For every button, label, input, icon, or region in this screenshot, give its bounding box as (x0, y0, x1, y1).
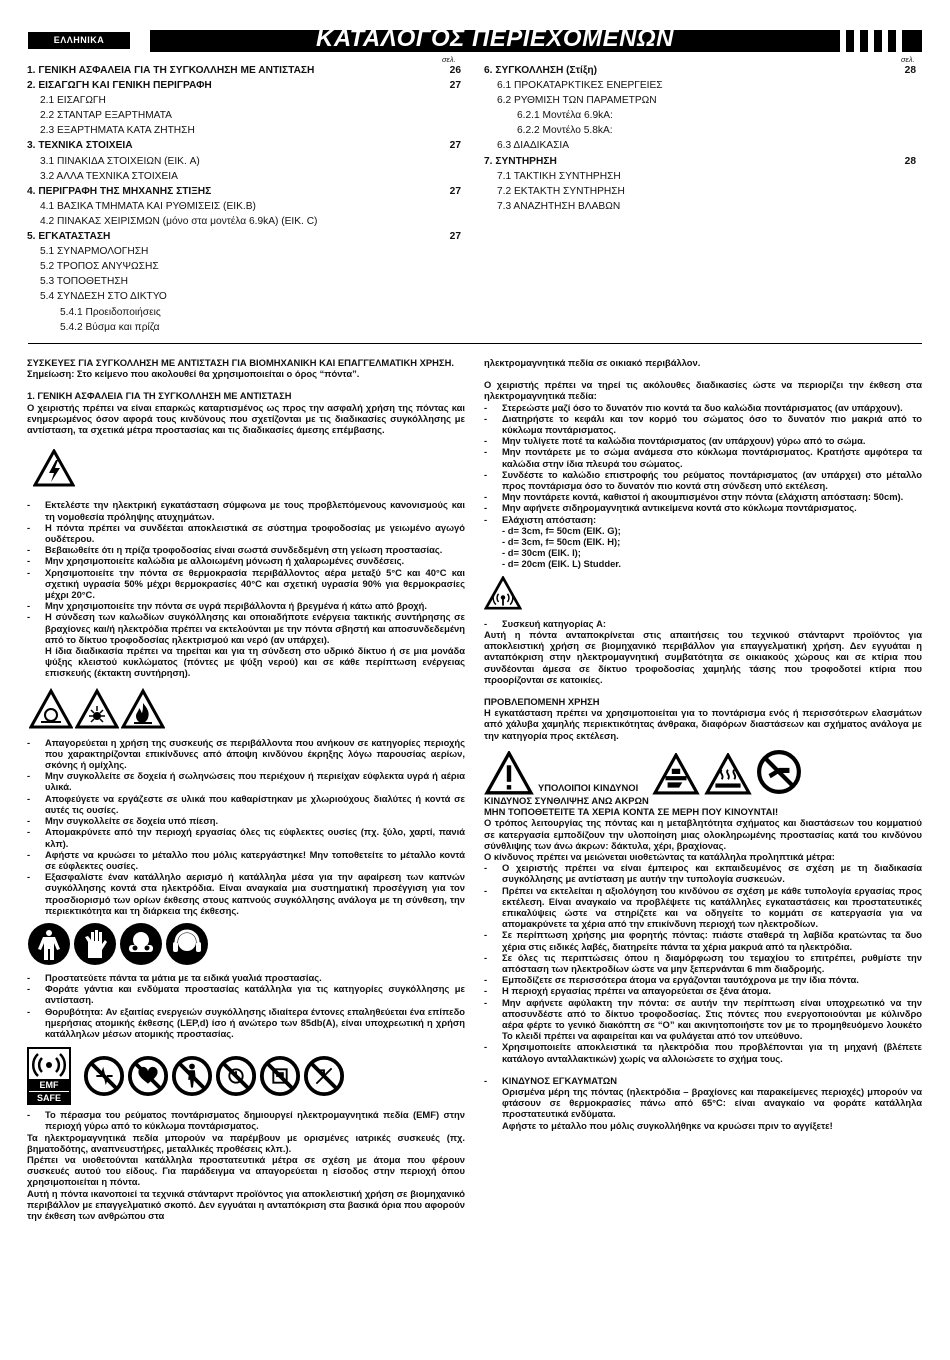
no-implant-icon (127, 1055, 169, 1097)
class-a-text: Αυτή η πόντα ανταποκρίνεται στις απαιτήσεις του τεχνικού στάνταρντ προϊόντος για αποκλειστική χρήση σε βιομηχανικό περιβάλλον για επαγγελματική χρήση. Δεν εγγυάται η ανταπόκριση στην ηλεκτρομαγνητική συμβατότητα σε οικιακούς χώρους και σε κτίρια που συνδέονται άμεσα σε δίκτυο τροφοδοσίας χαμηλής τάσης που τροφοδοτεί κτίρια που προορίζονται σε κατοικίες. (484, 629, 922, 685)
toc-entry-title: 6.3 ΔΙΑΔΙΚΑΣΙΑ (497, 140, 570, 152)
explosive-atmosphere-icon (29, 687, 73, 731)
list-item: - Η πόντα πρέπει να συνδέεται αποκλειστικά σε σύστημα τροφοδοσίας με γειωμένο αγωγό ουδέτερου. (27, 522, 465, 544)
no-metal-objects-icon (303, 1055, 345, 1097)
toc-entry-title: 6.2 ΡΥΘΜΙΣΗ ΤΩΝ ΠΑΡΑΜΕΤΡΩΝ (497, 95, 657, 107)
toc-entry (484, 154, 916, 169)
toc-entry (27, 78, 461, 93)
page-title: ΚΑΤΑΛΟΓΟΣ ΠΕΡΙΕΧΟΜΕΝΩΝ (316, 25, 674, 52)
list-item: - Η σύνδεση των καλωδίων συγκόλλησης και οποιαδήποτε ενέργεια τακτικής συντήρησης σε βραχίονες και/ή ηλεκτρόδια πρέπει να εκτελούνται με την πόντα σβηστή και αποσυνδεδεμένη από το δίκτυο τροφοδοσίας ηλεκτρισμού και νερό (αν υπάρχει). (27, 611, 465, 645)
distance-list (484, 525, 922, 570)
fire-hazard-icons (29, 687, 465, 731)
header-stripes (846, 30, 922, 52)
protective-suit-icon (27, 922, 71, 966)
residual-risks-title: ΥΠΟΛΟΙΠΟΙ ΚΙΝΔΥΝΟΙ (538, 781, 639, 793)
no-electronic-devices-icon (259, 1055, 301, 1097)
list-item: - Μην αφήνετε σιδηρομαγνητικά αντικείμενα κοντά στο κύκλωμα ποντάρισματος. (484, 502, 922, 513)
list-item: - Μην χρησιμοποιείτε καλώδια με αλλοιωμένη μόνωση ή χαλαρωμένες συνδέσεις. (27, 555, 465, 566)
radio-icon (484, 576, 922, 612)
list-item: - Μην ποντάρετε με το σώμα ανάμεσα στο κύκλωμα ποντάρισματος. Κρατήστε αμφότερα τα καλώδια στην ίδια πλευρά του σώματος. (484, 446, 922, 468)
toc-entry-page: 27 (449, 140, 461, 152)
safe-label: SAFE (29, 1091, 69, 1103)
toc-entry (27, 154, 461, 169)
use-title: ΠΡΟΒΛΕΠΟΜΕΝΗ ΧΡΗΣΗ (484, 696, 600, 708)
toc-entry-title: 5.2 ΤΡΟΠΟΣ ΑΝΥΨΩΣΗΣ (40, 261, 159, 273)
toc-entry-title: 3.2 ΑΛΛΑ ΤΕΧΝΙΚΑ ΣΤΟΙΧΕΙΑ (40, 170, 178, 182)
no-watches-icon (215, 1055, 257, 1097)
list-item: - Μην ποντάρετε κοντά, καθιστοί ή ακουμπισμένοι στην πόντα (ελάχιστη απόσταση: 50cm). (484, 491, 922, 502)
list-item: - Απομακρύνετε από την περιοχή εργασίας όλες τις εύφλεκτες ουσίες (πχ. ξύλο, χαρτί, πανιά κλπ). (27, 826, 465, 848)
page-label-left: σελ. (442, 55, 456, 64)
toc-entry-title: 5.4 ΣΥΝΔΕΣΗ ΣΤΟ ΔΙΚΤΥΟ (40, 291, 167, 303)
emf-icons (27, 1047, 465, 1105)
toc-entry (27, 108, 461, 123)
list-item: - Προστατεύετε πάντα τα μάτια με τα ειδικά γυαλιά προστασίας. (27, 972, 465, 983)
intro-title: ΣΥΣΚΕΥΕΣ ΓΙΑ ΣΥΓΚΟΛΛΗΣΗ ΜΕ ΑΝΤΙΣΤΑΣΗ ΓΙΑ ΒΙΟΜΗΧΑΝΙΚΗ ΚΑΙ ΕΠΑΓΓΕΛΜΑΤΙΚΗ ΧΡΗΣΗ. (27, 357, 454, 368)
toc-entry (27, 305, 461, 320)
list-item: - Αφήστε να κρυώσει το μέταλλο που μόλις κατεργάστηκε! Μην τοποθετείτε το μέταλλο κοντά σε εύφλεκτες ουσίες. (27, 849, 465, 871)
toc-entry-title: 6.2.1 Μοντέλα 6.9kA: (517, 110, 613, 122)
emf-intro: Ο χειριστής πρέπει να τηρεί τις ακόλουθες διαδικασίες ώστε να περιορίζει την έκθεση στα ηλεκτρομαγνητικά πεδία: (484, 379, 922, 402)
list-item: - Σε περίπτωση χρήσης μια φορητής πόντας: πιάστε σταθερά τη λαβίδα κρατώντας τα δυο χέρια στις ειδικές λαβές, διατηρείτε πάντα τα χέρια μακρυά από τα ηλεκτρόδια. (484, 929, 922, 951)
electrical-safety-list (27, 499, 465, 645)
toc-entry-title: 5.3 ΤΟΠΟΘΕΤΗΣΗ (40, 276, 129, 288)
toc-entry (484, 78, 916, 93)
toc-entry-title: 1. ΓΕΝΙΚΗ ΑΣΦΑΛΕΙΑ ΓΙΑ ΤΗ ΣΥΓΚΟΛΛΗΣΗ ΜΕ ΑΝΤΙΣΤΑΣΗ (27, 65, 315, 76)
list-item: - Φοράτε γάντια και ενδύματα προστασίας κατάλληλα για τις κατηγορίες συγκόλλησης με αντίσταση. (27, 983, 465, 1005)
list-item: - Μην συγκολλείτε σε δοχεία υπό πίεση. (27, 815, 465, 826)
toc-left (27, 63, 461, 335)
toc-entry (27, 320, 461, 335)
list-item: - Στερεώστε μαζί όσο το δυνατόν πιο κοντά τα δυο καλώδια ποντάρισματος (αν υπάρχουν). (484, 402, 922, 413)
toc-entry-title: 5.1 ΣΥΝΑΡΜΟΛΟΓΗΣΗ (40, 246, 149, 258)
list-item: - Μην τυλίγετε ποτέ τα καλώδια ποντάρισματος (αν υπάρχουν) γύρω από το σώμα. (484, 435, 922, 446)
burn-risk-title: - ΚΙΝΔΥΝΟΣ ΕΓΚΑΥΜΑΤΩΝ (484, 1075, 922, 1086)
list-item: - Συνδέστε το καλώδιο επιστροφής του ρεύματος ποντάρισματος (αν υπάρχει) στο μέταλλο προς ποντάρισμα όσο το δυνατόν πιο κοντά στη σύνδεση υπό εκτέλεση. (484, 469, 922, 491)
explosion-icon (75, 687, 119, 731)
no-metal-prosthesis-icon (171, 1055, 213, 1097)
page-label-right: σελ. (901, 55, 915, 64)
toc-entry (484, 184, 916, 199)
toc-entry-title: 6.2.2 Μοντέλο 5.8kA: (517, 125, 613, 137)
no-pacemaker-icon (83, 1055, 125, 1097)
toc-entry (27, 199, 461, 214)
intro-note: Σημείωση: Στο κείμενο που ακολουθεί θα χρησιμοποιείται ο όρος “πόντα”. (27, 368, 360, 380)
toc-entry (484, 93, 916, 108)
divider (28, 343, 922, 344)
right-column (484, 357, 922, 1131)
list-item: - Η περιοχή εργασίας πρέπει να απαγορεύεται σε ξένα άτομα. (484, 985, 922, 996)
toc-entry-title: 7.3 ΑΝΑΖΗΤΗΣΗ ΒΛΑΒΩΝ (497, 200, 621, 212)
toc-entry (484, 123, 916, 138)
distance-item: - d= 20cm (ΕΙΚ. L) Studder. (502, 558, 622, 570)
ear-protection-icon (165, 922, 209, 966)
toc-entry (27, 63, 461, 78)
distance-item: - d= 30cm (ΕΙΚ. I); (502, 547, 581, 559)
toc-entry-page: 28 (904, 65, 916, 76)
toc-entry (27, 274, 461, 289)
toc-entry (484, 108, 916, 123)
toc-entry (27, 184, 461, 199)
toc-entry-title: 4.2 ΠΙΝΑΚΑΣ ΧΕΙΡΙΣΜΩΝ (μόνο στα μοντέλα 6.9kA) (ΕΙΚ. C) (40, 215, 318, 227)
toc-entry-title: 7.1 ΤΑΚΤΙΚΗ ΣΥΝΤΗΡΗΣΗ (497, 170, 621, 182)
toc-entry (27, 214, 461, 229)
crush-risk-warning: ΜΗΝ ΤΟΠΟΘΕΤΕΙΤΕ ΤΑ ΧΕΡΙΑ ΚΟΝΤΑ ΣΕ ΜΕΡΗ ΠΟΥ ΚΙΝΟΥΝΤΑΙ! (484, 806, 779, 818)
residual-risks-row (484, 749, 922, 795)
list-item: - Διατηρήστε το κεφάλι και τον κορμό του σώματος όσο το δυνατόν πιο μακριά από το κύκλωμα ποντάρισματος. (484, 413, 922, 435)
language-badge: ΕΛΛΗΝΙΚΑ (28, 32, 130, 49)
crush-measures-list (484, 862, 922, 1064)
toc-entry-title: 7.2 ΕΚΤΑΚΤΗ ΣΥΝΤΗΡΗΣΗ (497, 185, 625, 197)
list-item: - Ο χειριστής πρέπει να είναι έμπειρος και εκπαιδευμένος σε σχέση με τη διαδικασία συγκόλλησης με αντίσταση με αυτήν την τυπολογία συσκευών. (484, 862, 922, 884)
hot-surface-icon (704, 753, 752, 795)
emf-text-2: Πρέπει να υιοθετούνται κατάλληλα προστατευτικά μέτρα σε σχέση με άτομα που φέρουν συσκευές αυτού του είδους. Για παράδειγμα να απαγορεύεται η είσοδος στην περιοχή όπου χρησιμοποιείται η πόντα. (27, 1153, 465, 1188)
warning-icon (484, 751, 534, 795)
fire-safety-list (27, 737, 465, 916)
distance-item: - d= 3cm, f= 50cm (ΕΙΚ. G); (502, 524, 621, 536)
crush-risk-title: ΚΙΝΔΥΝΟΣ ΣΥΝΘΛΙΨΗΣ ΑΝΩ ΑΚΡΩΝ (484, 794, 649, 806)
emf-safe-icon (27, 1047, 71, 1105)
list-item: - Μην αφήνετε αφύλακτη την πόντα: σε αυτήν την περίπτωση είναι υποχρεωτικό να την αποσυνδέστε από το δίκτυο τροφοδοσίας. Στις πόντες που ενεργοποιούνται με κύλινδρο αέρα φέρτε το γενικό διακόπτη σε “O” και ακινητοποιήστε τον με το προμηθευόμενο λουκέτο Το κλειδί πρέπει να αφαιρείται και να φυλάγεται από τον υπεύθυνο. (484, 997, 922, 1042)
crush-hazard-icon (652, 753, 700, 795)
toc-entry (27, 229, 461, 244)
toc-entry-title: 7. ΣΥΝΤΗΡΗΣΗ (484, 155, 557, 167)
toc-entry (484, 169, 916, 184)
toc-entry-title: 2. ΕΙΣΑΓΩΓΗ ΚΑΙ ΓΕΝΙΚΗ ΠΕΡΙΓΡΑΦΗ (27, 80, 212, 92)
list-item: - Σε όλες τις περιπτώσεις όπου η διαμόρφωση του τεμαχίου το επιτρέπει, ρυθμίστε την απόσταση των ηλεκτροδίων ώστε να μην ξεπερνάνται 6 mm διαδρομής. (484, 952, 922, 974)
distance-item: - d= 3cm, f= 50cm (ΕΙΚ. H); (502, 536, 621, 548)
list-item: - Απαγορεύεται η χρήση της συσκευής σε περιβάλλοντα που ανήκουν σε κατηγορίες περιοχής που χαρακτηρίζονται επικίνδυνες από άποψη κινδύνου έκρηξης λόγω παρουσίας αερίων, σκόνης ή ομίχλης. (27, 737, 465, 771)
toc-entry-title: 2.2 ΣΤΑΝΤΑΡ ΕΞΑΡΤΗΜΑΤΑ (40, 110, 172, 122)
protective-gloves-icon (73, 922, 117, 966)
toc-entry-title: 5.4.1 Προειδοποιήσεις (60, 306, 161, 318)
list-item: - Αποφεύγετε να εργάζεστε σε υλικά που καθαρίστηκαν με χλωριούχους διαλύτες ή κοντά σε αυτές τις ουσίες. (27, 793, 465, 815)
emf-label: EMF (29, 1079, 69, 1091)
toc-entry (27, 244, 461, 259)
toc-entry-title: 4. ΠΕΡΙΓΡΑΦΗ ΤΗΣ ΜΗΧΑΝΗΣ ΣΤΙΞΗΣ (27, 185, 212, 197)
electrical-safety-continued: Η ίδια διαδικασία πρέπει να τηρείται και για τη σύνδεση στο υδρικό δίκτυο ή σε μια μονάδα ψύξης κλειστού κυκλώματος (πόντες με ψύξη νερού) και σε κάθε περίπτωση ενέργειας επισκευής (έκτακτη συντήρηση). (45, 645, 465, 679)
toc-entry-page: 28 (904, 155, 916, 167)
toc-entry-title: 2.3 ΕΞΑΡΤΗΜΑΤΑ ΚΑΤΑ ΖΗΤΗΣΗ (40, 125, 195, 137)
burn-text: Ορισμένα μέρη της πόντας (ηλεκτρόδια – βραχίονες και παρακείμενες περιοχές) μπορούν να φτάσουν σε θερμοκρασίες πάνω από 65°C: είναι αναγκαίο να φοράτε κατάλληλα προστατευτικά ενδύματα. (502, 1085, 922, 1120)
toc-entry-page: 27 (449, 185, 461, 197)
toc-entry-title: 6. ΣΥΓΚΟΛΛΗΣΗ (Στίξη) (484, 65, 598, 76)
toc-entry (27, 259, 461, 274)
emf-list (484, 402, 922, 525)
toc-entry (27, 138, 461, 153)
list-item: - Εξασφαλίστε έναν κατάλληλο αερισμό ή κατάλληλα μέσα για την αφαίρεση των καπνών συγκόλλησης κοντά στα ηλεκτρόδια. Είναι αναγκαία μια συστηματική προσέγγιση για τον προσδιορισμό των ορίων έκθεσης στους καπνούς συγκόλλησης ανάλογα με τη σύνθεση, την περιεκτικότητα και τη διάρκεια της έκθεσης. (27, 871, 465, 916)
section-1-title: 1. ΓΕΝΙΚΗ ΑΣΦΑΛΕΙΑ ΓΙΑ ΤΗ ΣΥΓΚΟΛΛΗΣΗ ΜΕ ΑΝΤΙΣΤΑΣΗ (27, 390, 292, 402)
toc-entry (484, 138, 916, 153)
emf-text-1: Τα ηλεκτρομαγνητικά πεδία μπορούν να παρέμβουν με ορισμένες ιατρικές συσκευές (πχ. βηματοδότης, αναπνευστήρες, μεταλλικές προθέσεις κλπ.). (27, 1131, 465, 1154)
toc-entry (27, 169, 461, 184)
list-item: - Χρησιμοποιείτε αποκλειστικά τα ηλεκτρόδια που προβλέπονται για τη μηχανή (βλέπετε κατάλογο ανταλλακτικών) χωρίς να αλλοιώσετε το σχήμα τους. (484, 1041, 922, 1063)
toc-entry-title: 4.1 ΒΑΣΙΚΑ ΤΜΗΜΑΤΑ ΚΑΙ ΡΥΘΜΙΣΕΙΣ (ΕΙΚ.B) (40, 200, 256, 212)
safety-goggles-icon (119, 922, 163, 966)
electric-hazard-icon (33, 449, 465, 489)
toc-entry-title: 5.4.2 Βύσμα και πρίζα (60, 321, 160, 333)
toc-entry-page: 26 (449, 65, 461, 76)
crush-text-2: Ο κίνδυνος πρέπει να μειώνεται υιοθετώντας τα κατάλληλα προληπτικά μέτρα: (484, 850, 835, 862)
use-text: Η εγκατάσταση πρέπει να χρησιμοποιείται για το ποντάρισμα ενός ή περισσότερων ελασμάτων από χάλυβα χαμηλής περιεκτικότητας άνθρακα, διαφόρων διαστάσεων και σχήματος ανάλογα με την κατηγορία προς εκτέλεση. (484, 707, 922, 741)
toc-entry (27, 289, 461, 304)
ppe-list (27, 972, 465, 1039)
list-item: - Βεβαιωθείτε ότι η πρίζα τροφοδοσίας είναι σωστά συνδεδεμένη στη γείωση προστασίας. (27, 544, 465, 555)
toc-entry (27, 93, 461, 108)
list-item: - Εκτελέστε την ηλεκτρική εγκατάσταση σύμφωνα με τους προβλεπόμενους κανονισμούς και τη νομοθεσία πρόληψης ατυχημάτων. (27, 499, 465, 521)
left-column (27, 357, 465, 1221)
flammable-icon (121, 687, 165, 731)
emf-text-3: Αυτή η πόντα ικανοποιεί τα τεχνικά στάνταρντ προϊόντος για αποκλειστική χρήση σε βιομηχανικό περιβάλλον με επαγγελματικό σκοπό. Δεν εγγυάται η ανταπόκριση στα βασικά όρια που αφορούν την έκθεση των ανθρώπου στα (27, 1187, 465, 1221)
crush-text: Ο τρόπος λειτουργίας της πόντας και η μεταβλητότητα σχήματος και διαστάσεων του κομματιού σε κατεργασία εμποδίζουν την υλοποίηση μιας ολοκληρωμένης προστασίας κατά του κινδύνου σύνθλιψης των άνω άκρων: δάκτυλα, χέρι, βραχίονας. (484, 817, 922, 851)
emf-continued: ηλεκτρομαγνητικά πεδία σε οικιακό περιβάλλον. (484, 357, 701, 368)
toc-entry-title: 5. ΕΓΚΑΤΑΣΤΑΣΗ (27, 231, 111, 243)
toc-entry (484, 63, 916, 78)
section-1-text: Ο χειριστής πρέπει να είναι επαρκώς καταρτισμένος ως προς την ασφαλή χρήση της πόντας και ενημερωμένος όσον αφορά τους κινδύνους που σχετίζονται με τις διαδικασίες συγκόλλησης με αντίσταση, τα σχετικά μέτρα προστασίας και τις διαδικασίες άμεσης επέμβασης. (27, 401, 465, 436)
no-hands-icon (756, 749, 802, 795)
toc-entry-title: 2.1 ΕΙΣΑΓΩΓΗ (40, 95, 106, 107)
toc-entry-title: 3.1 ΠΙΝΑΚΙΔΑ ΣΤΟΙΧΕΙΩΝ (ΕΙΚ. A) (40, 155, 200, 167)
list-item: - Μην συγκολλείτε σε δοχεία ή σωληνώσεις που περιέχουν ή περιείχαν εύφλεκτα υγρά ή αέρια υλικά. (27, 770, 465, 792)
list-item: - Χρησιμοποιείτε την πόντα σε θερμοκρασία περιβάλλοντος αέρα μεταξύ 5°C και 40°C και σχετική υγρασία 50% μέχρι θερμοκρασίες 40°C και σχετική υγρασία 90% για θερμοκρασίες μέχρι 20°C. (27, 567, 465, 601)
toc-right (484, 63, 916, 214)
toc-entry (484, 199, 916, 214)
emf-bullet: - Το πέρασμα του ρεύματος ποντάρισματος δημιουργεί ηλεκτρομαγνητικά πεδία (EMF) στην περιοχή γύρω από το κύκλωμα ποντάρισματος. (27, 1109, 465, 1131)
list-item: - Μην χρησιμοποιείτε την πόντα σε υγρά περιβάλλοντα ή βρεγμένα ή κάτω από βροχή. (27, 600, 465, 611)
ppe-icons (27, 922, 465, 966)
burn-text-2: Αφήστε το μέταλλο που μόλις συγκολλήθηκε να κρυώσει πριν το αγγίξετε! (502, 1119, 833, 1131)
list-item: - Εμποδίζετε σε περισσότερα άτομα να εργάζονται ταυτόχρονα με την ίδια πόντα. (484, 974, 922, 985)
toc-entry-page: 27 (449, 231, 461, 243)
class-a-title: - Συσκευή κατηγορίας A: (484, 618, 922, 629)
toc-entry-page: 27 (449, 80, 461, 92)
toc-entry-title: 3. ΤΕΧΝΙΚΑ ΣΤΟΙΧΕΙΑ (27, 140, 133, 152)
list-item: - Πρέπει να εκτελείται η αξιολόγηση του κινδύνου σε σχέση με κάθε τυπολογία εργασίας προς εκτέλεση. Είναι αναγκαίο να προβλέψετε τις κατάλληλες εγκαταστάσεις και προστατευτικές επικαλύψεις ώστε να στηρίζετε και να οδηγείτε το κομμάτι σε κατεργασία για να απομακρύνετε τα χέρια από την επικίνδυνη περιοχή των ηλεκτροδίων. (484, 885, 922, 930)
list-item: - Θορυβότητα: Αν εξαιτίας ενεργειών συγκόλλησης ιδιαίτερα έντονες επαληθεύεται ένα επίπεδο ημερήσιας ατομικής έκθεσης (LEP,d) ίσο ή ανώτερο των 85db(A), είναι υποχρεωτική η χρήση κατάλληλων μέσων ατομικής προστασίας. (27, 1006, 465, 1040)
toc-entry (27, 123, 461, 138)
toc-entry-title: 6.1 ΠΡΟΚΑΤΑΡΚΤΙΚΕΣ ΕΝΕΡΓΕΙΕΣ (497, 80, 663, 92)
list-item: - Ελάχιστη απόσταση: (484, 514, 922, 525)
